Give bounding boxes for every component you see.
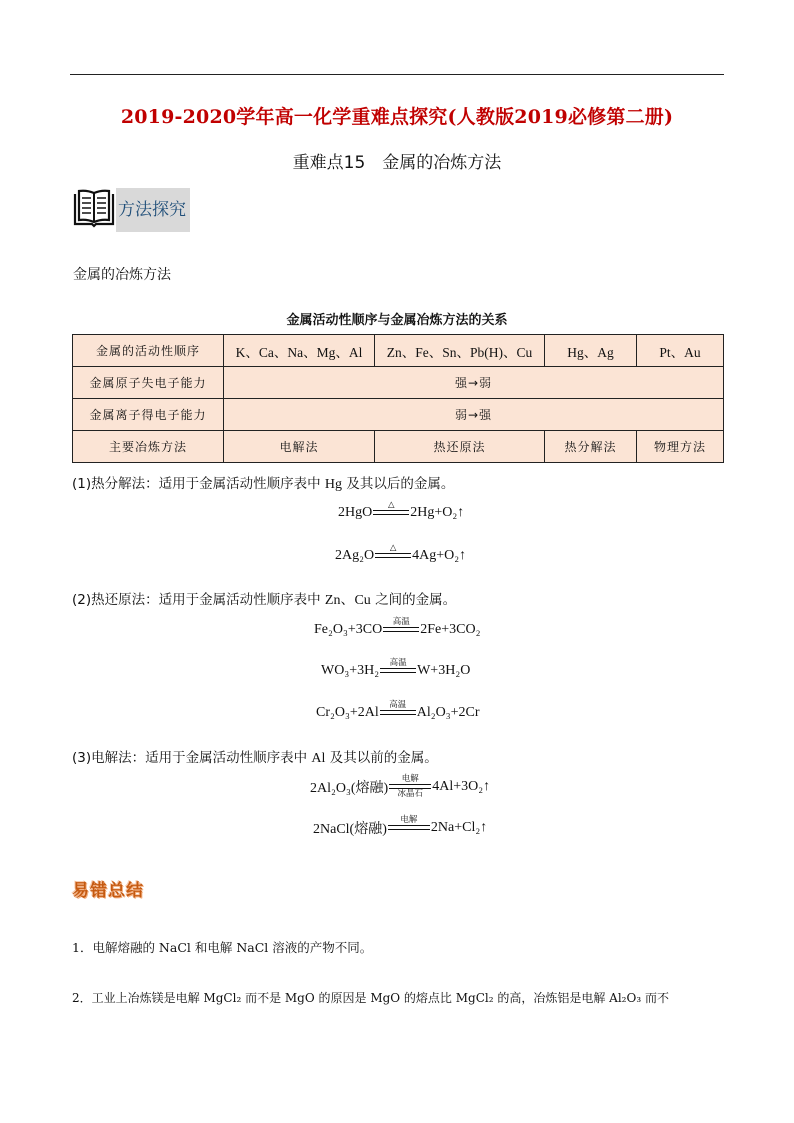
equation-right: 4Ag+O₂↑ (412, 547, 467, 563)
sub-title: 重难点15 金属的冶炼方法 (292, 153, 502, 173)
table-row (73, 367, 724, 399)
equation (338, 500, 464, 525)
method-paragraph-1 (72, 472, 454, 493)
paragraph-text: (1)热分解法：适用于金属活动性顺序表中 (72, 476, 325, 492)
condition-arrow (388, 815, 430, 840)
condition-top: 电解 (400, 815, 418, 825)
method-banner (72, 188, 190, 232)
condition-top: 高温 (389, 700, 407, 710)
equation-left: WO₃+3H₂ (321, 662, 380, 678)
equation-left: Cr₂O₃+2Al (316, 704, 379, 720)
error-note-1: 1．电解熔融的 NaCl 和电解 NaCl 溶液的产物不同。 (72, 940, 373, 955)
row-label: 金属原子失电子能力 (73, 367, 224, 399)
equation (314, 617, 480, 642)
paragraph-text: (3)电解法：适用于金属活动性顺序表中 (72, 750, 312, 766)
equation-right: 2Fe+3CO₂ (420, 621, 481, 637)
condition-top: △ (389, 543, 397, 553)
method-paragraph-3 (72, 746, 438, 767)
equation-left: Fe₂O₃+3CO (314, 621, 383, 637)
condition-top: △ (387, 500, 395, 510)
paragraph-metal: Al (311, 751, 326, 766)
equation-left: 2Al₂O₃(熔融) (310, 780, 389, 796)
condition-arrow (373, 500, 409, 525)
table-caption: 金属活动性顺序与金属冶炼方法的关系 (286, 313, 508, 328)
paragraph-text: (2)热还原法：适用于金属活动性顺序表中 (72, 592, 325, 608)
equation-right: W+3H₂O (417, 662, 471, 678)
equation-left: 2Ag₂O (335, 547, 375, 563)
condition-top: 高温 (389, 658, 407, 668)
table-cell: 物理方法 (637, 431, 724, 463)
paragraph-text: 及其以前的金属。 (325, 750, 438, 766)
equation (321, 658, 470, 683)
equation (310, 774, 490, 799)
table-row (73, 335, 724, 367)
table-cell: 强→弱 (224, 367, 724, 399)
section-heading: 金属的冶炼方法 (73, 267, 171, 283)
equation-right: 2Na+Cl₂↑ (430, 819, 488, 835)
table-row (73, 431, 724, 463)
header-rule (70, 74, 724, 75)
table-cell: Pt、Au (637, 335, 724, 367)
condition-arrow (383, 617, 419, 642)
equation-right: 4Al+3O₂↑ (432, 778, 491, 794)
paragraph-metal: Zn、Cu (324, 593, 371, 608)
equation (335, 543, 466, 568)
condition-arrow (375, 543, 411, 568)
equation-right: 2Hg+O₂↑ (410, 504, 465, 520)
book-icon (72, 188, 116, 232)
table-cell: Hg、Ag (545, 335, 637, 367)
condition-bottom: 冰晶石 (397, 789, 423, 799)
condition-arrow (380, 700, 416, 725)
row-label: 主要冶炼方法 (73, 431, 224, 463)
condition-top: 高温 (392, 617, 410, 627)
row-label: 金属的活动性顺序 (73, 335, 224, 367)
error-note-2: 2．工业上冶炼镁是电解 MgCl₂ 而不是 MgO 的原因是 MgO 的熔点比 MgCl₂ 的高，冶炼铝是电解 Al₂O₃ 而不 (72, 991, 669, 1005)
row-label: 金属离子得电子能力 (73, 399, 224, 431)
relation-table (72, 334, 724, 463)
paragraph-text: 之间的金属。 (370, 592, 457, 608)
main-title: 2019-2020学年高一化学重难点探究(人教版2019必修第二册) (120, 106, 674, 128)
table-cell: Zn、Fe、Sn、Pb(H)、Cu (375, 335, 545, 367)
equation-right: Al₂O₃+2Cr (416, 704, 480, 720)
table-cell: 热分解法 (545, 431, 637, 463)
table-cell: K、Ca、Na、Mg、Al (224, 335, 375, 367)
equation (316, 700, 480, 725)
paragraph-text: 及其以后的金属。 (342, 476, 455, 492)
table-cell: 弱→强 (224, 399, 724, 431)
table-cell: 热还原法 (375, 431, 545, 463)
condition-arrow (380, 658, 416, 683)
equation (313, 815, 487, 840)
condition-arrow (389, 774, 431, 799)
equation-left: 2HgO (338, 504, 373, 520)
error-summary-heading: 易错总结 (72, 881, 144, 901)
method-label: 方法探究 (116, 188, 190, 232)
condition-top: 电解 (401, 774, 419, 784)
paragraph-metal: Hg (324, 477, 343, 492)
table-cell: 电解法 (224, 431, 375, 463)
table-row (73, 399, 724, 431)
equation-left: 2NaCl(熔融) (313, 821, 387, 837)
method-paragraph-2 (72, 588, 456, 609)
